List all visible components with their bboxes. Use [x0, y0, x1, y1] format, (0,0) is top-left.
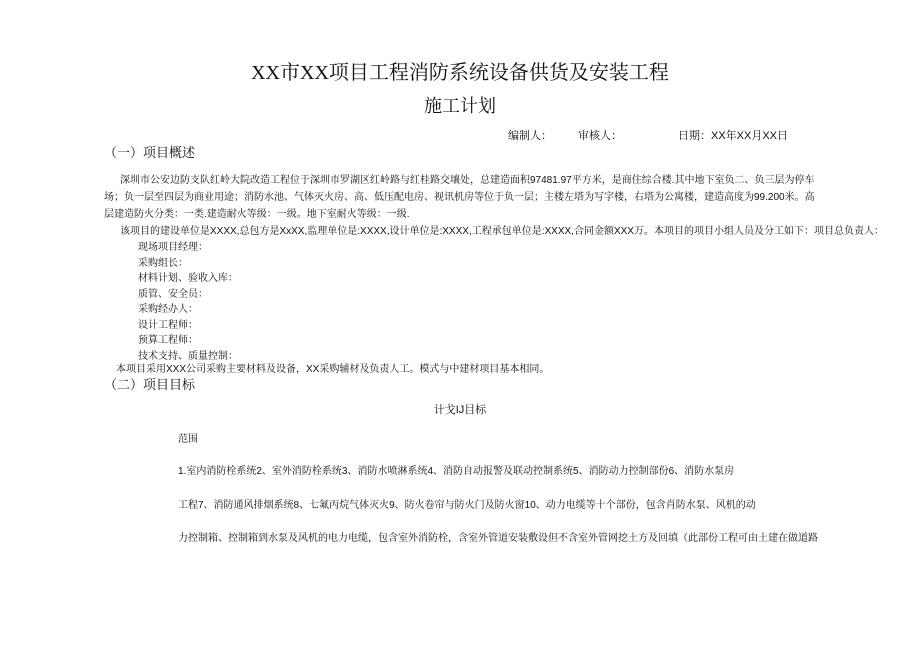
document-subtitle: 施工计划	[424, 96, 496, 116]
team-roles-list	[138, 240, 238, 364]
role-item: 采购组长：	[138, 257, 188, 269]
role-item: 质管、安全员：	[138, 288, 208, 300]
project-parties-paragraph: 该项目的建设单位是XXXX,总包方是XxXX,监理单位是:XXXX,设计单位是:XXXX,工程承包单位是:XXXX,合同金额XXX万。本项目的项目小组人员及分工如下：项目总负责人：	[120, 226, 884, 237]
document-title: XX市XX项目工程消防系统设备供货及安装工程	[251, 62, 669, 84]
role-item: 采购经办人：	[138, 304, 198, 315]
role-item: 预算工程师：	[138, 335, 198, 346]
scope-line: 力控制箱、控制箱到水泵及风机的电力电缆，包含室外消防栓，含室外管道安装敷设但不含室外管网挖土方及回填（此部份工程可由土建在做道路	[178, 533, 818, 544]
editor-field: 编制人：	[508, 130, 552, 142]
role-item: 技术支持、质量控制：	[138, 350, 238, 362]
scope-label: 范围	[178, 434, 198, 445]
date-field: 日期：XX年XX月XX日	[678, 130, 789, 142]
project-overview-paragraph: 深圳市公安边防支队红岭大院改造工程位于深圳市罗湖区红岭路与红桂路交壤处，总建造面积97481.97平方米，是商住综合楼.其中地下室负二、负三层为停车场；负一层至四层为商业用途；消防水池、气体灭火房、高、低压配电房、视讯机房等位于负一层；主楼左塔为写字楼，右塔为公寓楼，建造高度为99.200米。高层建造防火分类：一类.建造耐火等级：一级。地下室耐火等级：一级.	[104, 175, 815, 220]
procurement-mode-paragraph: 本项目采用XXX公司采购主要材料及设备，XX采购辅材及负责人工。模式与中建材项目基本相同。	[116, 364, 550, 375]
role-item: 现场项目经理：	[138, 242, 208, 253]
plan-target-heading: 计戈IJ目标	[433, 404, 487, 416]
role-item: 设计工程师：	[138, 319, 198, 331]
scope-line: 1.室内消防栓系统2、室外消防栓系统3、消防水喷淋系统4、消防自动报警及联动控制系统5、消防动力控制部份6、消防水泵房	[178, 466, 735, 477]
scope-line: 工程7、消防通风排烟系统8、七氟丙烷气体灭火9、防火卷帘与防火门及防火窗10、动力电缆等十个部份，包含肖防水泵、风机的动	[178, 500, 756, 511]
section-2-heading: （二）项目目标	[104, 377, 196, 392]
reviewer-field: 审核人：	[578, 130, 622, 142]
role-item: 材料计划、验收入库：	[138, 273, 238, 284]
section-1-heading: （一）项目概述	[104, 145, 196, 160]
